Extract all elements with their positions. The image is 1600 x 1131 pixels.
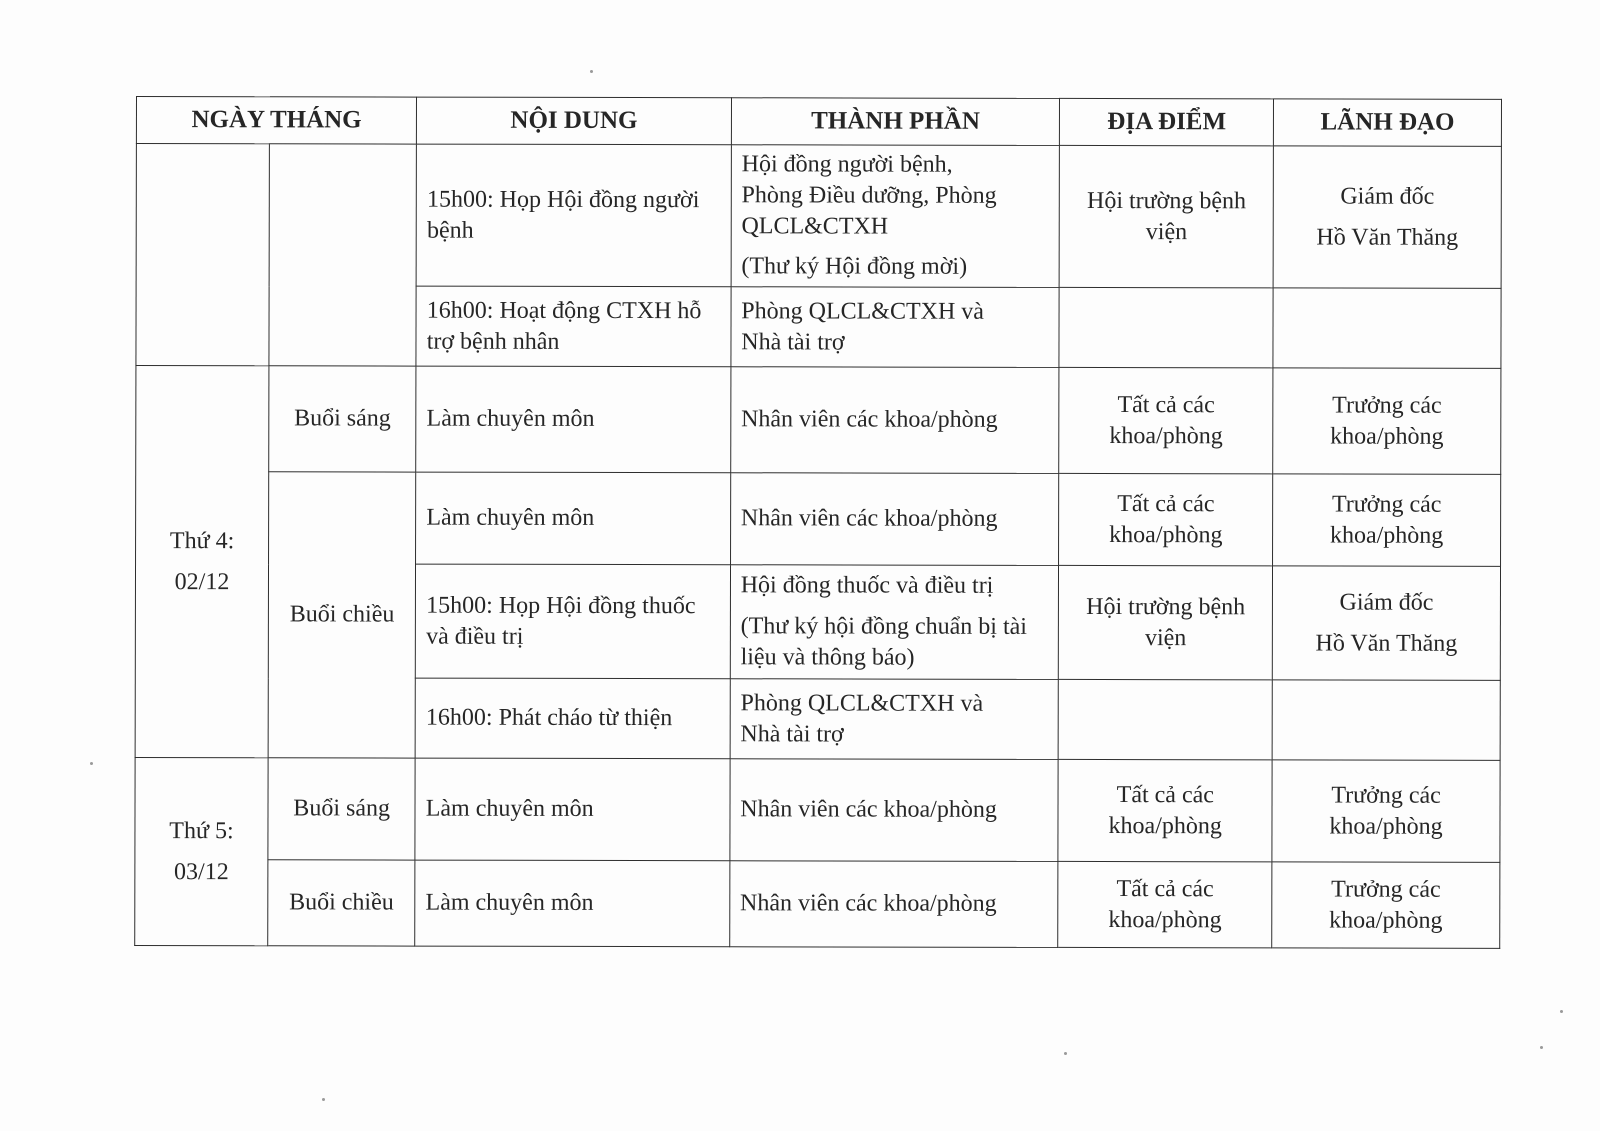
participants-cell: Nhân viên các khoa/phòng: [730, 473, 1059, 566]
header-date: NGÀY THÁNG: [136, 97, 416, 145]
leader-cell: [1272, 566, 1500, 680]
day-cell: [135, 366, 269, 758]
participants-line: Phòng QLCL&CTXH và: [741, 298, 985, 325]
leader-cell: [1272, 680, 1500, 760]
location-cell: [1059, 473, 1273, 565]
table-row: [136, 144, 1501, 289]
scan-speck: [1064, 1052, 1067, 1055]
day-cell: [135, 757, 268, 945]
location-cell: Hội trường bệnh viện: [1060, 145, 1274, 287]
leader-line: Trưởng các: [1331, 876, 1441, 903]
participants-cell: [731, 287, 1060, 368]
participants-line: Hội đồng thuốc và điều trị: [740, 572, 994, 600]
header-leader: LÃNH ĐẠO: [1274, 99, 1502, 146]
header-row: [136, 97, 1501, 147]
participants-cell: Nhân viên các khoa/phòng: [730, 367, 1059, 474]
participants-cell: Nhân viên các khoa/phòng: [729, 861, 1058, 948]
participants-line: Phòng QLCL&CTXH và: [740, 690, 984, 717]
content-cell: Làm chuyên môn: [416, 472, 731, 565]
header-location: ĐỊA ĐIỂM: [1060, 98, 1274, 145]
participants-line: Nhà tài trợ: [741, 328, 845, 355]
leader-cell: [1273, 146, 1501, 288]
scan-speck: [1540, 1046, 1543, 1049]
participants-cell: [730, 679, 1059, 760]
schedule-table: [134, 96, 1502, 949]
header-content: NỘI DUNG: [417, 97, 732, 145]
leader-line: Trưởng các: [1332, 392, 1442, 419]
location-line: khoa/phòng: [1108, 812, 1222, 839]
location-cell: [1058, 861, 1272, 947]
participants-note: (Thư ký Hội đồng mời): [741, 253, 968, 280]
leader-line: Trưởng các: [1331, 491, 1442, 518]
table-row: [135, 757, 1500, 862]
scan-speck: [590, 70, 593, 73]
participants-line: Phòng Điều dưỡng, Phòng: [741, 182, 997, 209]
leader-line: Trưởng các: [1331, 782, 1441, 809]
table-row: [136, 472, 1501, 567]
scan-speck: [322, 1098, 325, 1101]
session-cell: Buổi sáng: [269, 366, 416, 472]
leader-name: Hồ Văn Thăng: [1316, 223, 1459, 251]
content-cell: Làm chuyên môn: [415, 758, 730, 861]
leader-cell: [1273, 474, 1501, 566]
location-cell: [1059, 679, 1273, 759]
leader-cell: [1273, 368, 1501, 474]
location-line: khoa/phòng: [1109, 422, 1223, 449]
leader-cell: [1272, 862, 1500, 948]
participants-line: Nhà tài trợ: [740, 720, 844, 747]
content-cell: 15h00: Họp Hội đồng thuốc và điều trị: [416, 564, 731, 679]
location-cell: [1058, 759, 1272, 861]
session-cell: Buổi chiều: [268, 472, 416, 758]
location-line: khoa/phòng: [1109, 521, 1223, 548]
location-line: Tất cả các: [1116, 875, 1214, 903]
session-cell-empty: [269, 144, 417, 366]
content-cell: 15h00: Họp Hội đồng người bệnh: [416, 144, 731, 287]
participants-line: Hội đồng người bệnh,: [741, 151, 953, 178]
location-line: Tất cả các: [1117, 490, 1215, 518]
leader-cell: [1273, 288, 1501, 368]
day-label: Thứ 5:: [169, 817, 234, 844]
leader-cell: [1272, 760, 1500, 862]
participants-cell: [730, 565, 1059, 680]
participants-cell: Nhân viên các khoa/phòng: [730, 759, 1059, 862]
location-cell: Hội trường bệnh viện: [1059, 565, 1273, 679]
participants-line: QLCL&CTXH: [741, 212, 889, 240]
day-date: 02/12: [174, 568, 230, 595]
scan-speck: [1560, 1010, 1563, 1013]
day-label: Thứ 4:: [169, 527, 235, 554]
session-cell: Buổi chiều: [268, 860, 415, 946]
leader-name: Hồ Văn Thăng: [1315, 629, 1458, 657]
participants-note: (Thư ký hội đồng chuẩn bị tài liệu và thông báo): [740, 613, 1027, 671]
content-cell: Làm chuyên môn: [416, 366, 731, 473]
table-row: [135, 859, 1500, 948]
leader-line: khoa/phòng: [1329, 907, 1443, 934]
content-cell: 16h00: Phát cháo từ thiện: [415, 678, 730, 759]
location-line: Tất cả các: [1116, 781, 1214, 809]
leader-line: khoa/phòng: [1329, 522, 1444, 549]
session-cell: Buổi sáng: [268, 758, 415, 860]
location-cell: [1059, 367, 1273, 473]
table-row: [136, 366, 1501, 475]
leader-title: Giám đốc: [1340, 183, 1435, 210]
content-cell: Làm chuyên môn: [415, 860, 730, 947]
scan-speck: [90, 762, 93, 765]
location-line: khoa/phòng: [1108, 906, 1222, 933]
day-date: 03/12: [174, 858, 229, 885]
leader-line: khoa/phòng: [1329, 813, 1443, 840]
participants-cell: [731, 145, 1060, 288]
leader-line: khoa/phòng: [1330, 423, 1444, 450]
location-cell: [1059, 287, 1273, 367]
header-participants: THÀNH PHẦN: [731, 98, 1060, 146]
location-line: Tất cả các: [1117, 391, 1215, 419]
day-cell-empty: [136, 144, 270, 366]
leader-title: Giám đốc: [1339, 589, 1434, 616]
content-cell: 16h00: Hoạt động CTXH hỗ trợ bệnh nhân: [416, 286, 731, 367]
